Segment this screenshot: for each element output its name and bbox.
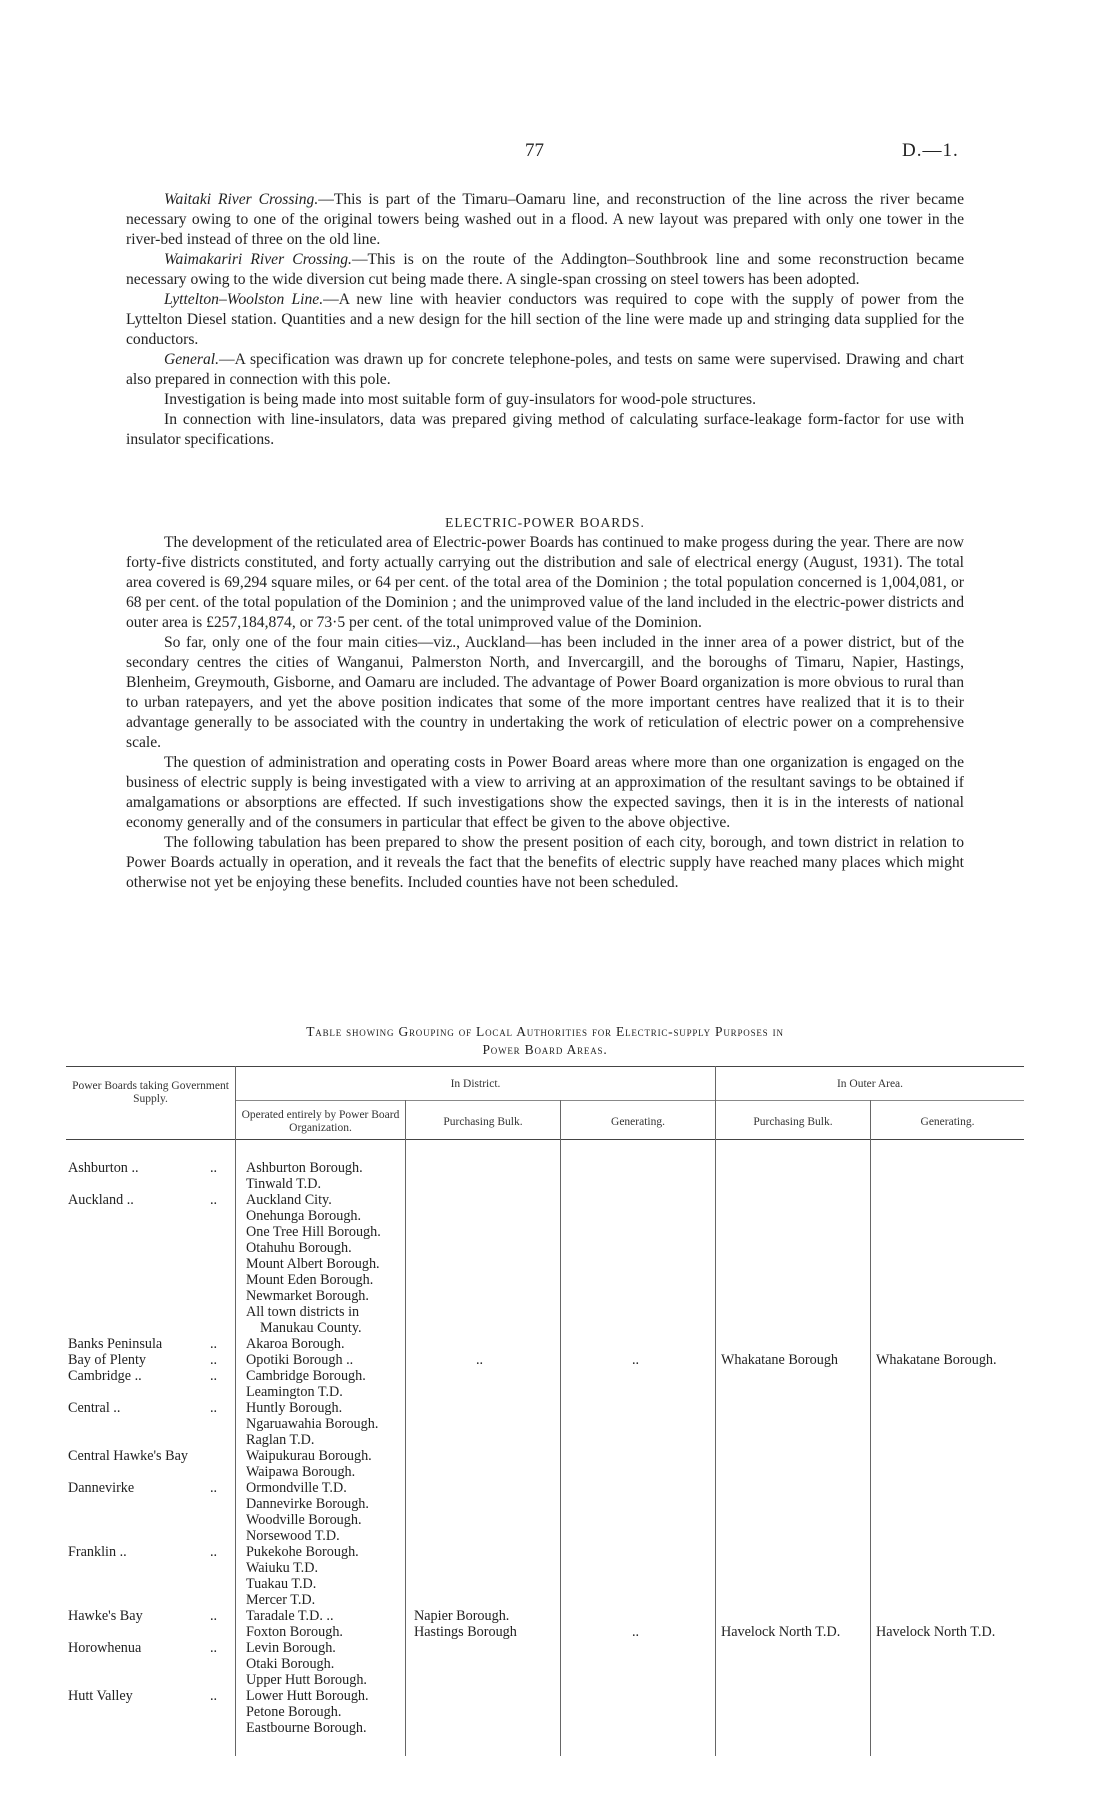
local-authority: Levin Borough. [246,1640,336,1656]
local-authority: Mount Albert Borough. [246,1256,380,1272]
outer-generating-cell: Whakatane Borough. [876,1352,997,1368]
board-dots: .. [210,1352,218,1368]
local-authority: Upper Hutt Borough. [246,1672,367,1688]
local-authority: Tinwald T.D. [246,1176,322,1192]
local-authority: Ngaruawahia Borough. [246,1416,379,1432]
local-authority: Otaki Borough. [246,1656,335,1672]
purchasing-cell: Napier Borough. [414,1608,510,1624]
header-rule-bottom [66,1139,1024,1140]
header-outer-generating: Generating. [920,1116,975,1128]
local-authority: Ormondville T.D. [246,1480,347,1496]
column-divider [235,1066,236,1756]
board-dots: .. [210,1192,218,1208]
document-reference: D.—1. [902,140,959,161]
board-dots: .. [210,1160,218,1176]
board-dots: .. [210,1640,218,1656]
paragraph-guy-insulators: Investigation is being made into most suitable form of guy-insulators for wood-pole structures. [164,391,757,408]
board-name: Banks Peninsula [68,1336,163,1352]
section-title: ELECTRIC-POWER BOARDS. [445,515,645,530]
board-dots: .. [210,1480,218,1496]
page-header [0,140,1114,164]
local-authority: Waipawa Borough. [246,1464,356,1480]
local-authority: Newmarket Borough. [246,1288,369,1304]
local-authority: Onehunga Borough. [246,1208,362,1224]
section-paragraph: The question of administration and operating costs in Power Board areas where more than one organization is engaged on the business of electric supply is being investigated with a view to arriving at an approximation of the resultant savings to be obtained if amalgamations or absorptions are effected. If such investigations show the expected savings, then it is in the interests of national economy generally and of the consumers in particular that effect be given to the above objective. [126,754,964,831]
section-paragraph: The development of the reticulated area of Electric-power Boards has continued to make progess during the year. There are now forty-five districts constituted, and forty actually carrying out the distribution and sale of electrical energy (August, 1931). The total area covered is 69,294 square miles, or 64 per cent. of the total area of the Dominion ; the total population concerned is 1,004,081, or 68 per cent. of the total population of the Dominion ; and the unimproved value of the land included in the electric-power districts and outer area is £257,184,874, or 73·5 per cent. of the total unimproved value of the Dominion. [126,534,964,631]
operated-list [246,1160,381,1736]
outer-generating-cell: Havelock North T.D. [876,1624,996,1640]
column-divider [405,1100,406,1756]
grouping-table [66,1066,1024,1756]
header-outer-area: In Outer Area. [836,1078,904,1090]
local-authority: All town districts in [246,1304,360,1320]
local-authority: Cambridge Borough. [246,1368,366,1384]
board-name: Auckland .. [68,1192,134,1208]
board-name: Cambridge .. [68,1368,142,1384]
local-authority: Auckland City. [246,1192,332,1208]
engineering-notes [126,190,964,450]
page-number: 77 [525,140,544,161]
local-authority: Eastbourne Borough. [246,1720,367,1736]
board-dots: .. [210,1400,218,1416]
local-authority: Waipukurau Borough. [246,1448,372,1464]
local-authority: Taradale T.D. .. [246,1608,334,1624]
header-generating: Generating. [611,1116,665,1128]
board-name: Franklin .. [68,1544,127,1560]
local-authority: Norsewood T.D. [246,1528,340,1544]
column-divider [560,1100,561,1756]
section-paragraph: So far, only one of the four main cities—viz., Auckland—has been included in the inner area of a power district, but of the secondary centres the cities of Wanganui, Palmerston North, and Invercargill, and the boroughs of Timaru, Napier, Hastings, Blenheim, Greymouth, Gisborne, and Oamaru are included. The advantage of Power Board organization is more obvious to rural than to urban ratepayers, and yet the above position indicates that some of the more important centres have realized that it is to their advantage generally to be associated with the country in undertaking the work of reticulation of electric power on a comprehensive scale. [126,634,964,751]
board-name: Central Hawke's Bay [68,1448,188,1464]
local-authority: Leamington T.D. [246,1384,343,1400]
local-authority: Huntly Borough. [246,1400,343,1416]
outer-purchasing-cell: Whakatane Borough [721,1352,839,1368]
purchasing-empty-dots: .. [476,1352,484,1368]
header-in-district: In District. [450,1078,501,1090]
board-dots: .. [210,1688,218,1704]
board-name: Bay of Plenty [68,1352,147,1368]
board-name: Dannevirke [68,1480,135,1496]
local-authority: Woodville Borough. [246,1512,362,1528]
board-dots: .. [210,1608,218,1624]
local-authority: Tuakau T.D. [246,1576,317,1592]
local-authority: Opotiki Borough .. [246,1352,354,1368]
generating-empty-dots: .. [632,1624,640,1640]
board-name: Hawke's Bay [68,1608,143,1624]
local-authority: Raglan T.D. [246,1432,315,1448]
board-name: Central .. [68,1400,121,1416]
local-authority: Dannevirke Borough. [246,1496,369,1512]
local-authority: Mercer T.D. [246,1592,316,1608]
column-divider [715,1066,716,1756]
header-rule-mid [236,1100,1024,1101]
paragraph-line-insulators: In connection with line-insulators, data was prepared giving method of calculating surface-leakage form-factor for use with insulator specifications. [126,411,964,448]
board-dots: .. [210,1368,218,1384]
paragraph-lyttelton: Lyttelton–Woolston Line.—A new line with heavier conductors was required to cope with the supply of power from the Lyttelton Diesel station. Quantities and a new design for the hill section of the line were made up and stringing data supplied for the conductors. [126,291,964,348]
local-authority: Akaroa Borough. [246,1336,345,1352]
board-name: Horowhenua [68,1640,142,1656]
paragraph-waimakariri: Waimakariri River Crossing.—This is on the route of the Addington–Southbrook line and some reconstruction became necessary owing to the wide diversion cut being made there. A single-span crossing on steel towers has been adopted. [126,251,964,288]
local-authority: Waiuku T.D. [246,1560,319,1576]
local-authority: Petone Borough. [246,1704,342,1720]
purchasing-cell: Hastings Borough [414,1624,517,1640]
board-dots: .. [210,1336,218,1352]
board-name: Hutt Valley [68,1688,133,1704]
local-authority: Mount Eden Borough. [246,1272,374,1288]
board-name: Ashburton .. [68,1160,139,1176]
paragraph-waitaki: Waitaki River Crossing.—This is part of the Timaru–Oamaru line, and reconstruction of the line across the river became necessary owing to one of the original towers being washed out in a flood. A new layout was prepared with only one tower in the river-bed instead of three on the old line. [126,191,964,248]
header-outer-purchasing-bulk: Purchasing Bulk. [753,1116,833,1128]
local-authority: Ashburton Borough. [246,1160,363,1176]
header-operated: Operated entirely by Power Board Organization. [241,1109,400,1134]
local-authority: Foxton Borough. [246,1624,343,1640]
local-authority: Manukau County. [260,1320,362,1336]
table-caption: Table showing Grouping of Local Authorities for Electric-supply Purposes in Power Board Areas. [306,1024,784,1057]
paragraph-general: General.—A specification was drawn up for concrete telephone-poles, and tests on same were supervised. Drawing and chart also prepared in connection with this pole. [126,351,964,388]
local-authority: Otahuhu Borough. [246,1240,352,1256]
local-authority: Lower Hutt Borough. [246,1688,369,1704]
header-power-boards: Power Boards taking Government Supply. [72,1080,229,1105]
outer-purchasing-cell: Havelock North T.D. [721,1624,841,1640]
section-paragraph: The following tabulation has been prepared to show the present position of each city, borough, and town district in relation to Power Boards actually in operation, and it reveals the fact that the benefits of electric supply have reached many places which might otherwise not yet be enjoying these benefits. Included counties have not been scheduled. [126,834,964,891]
electric-power-boards-section [126,513,964,893]
local-authority: One Tree Hill Borough. [246,1224,381,1240]
board-dots: .. [210,1544,218,1560]
local-authority: Pukekohe Borough. [246,1544,359,1560]
column-divider [870,1100,871,1756]
generating-empty-dots: .. [632,1352,640,1368]
header-purchasing-bulk: Purchasing Bulk. [443,1116,523,1128]
table-rule-top [66,1066,1024,1067]
